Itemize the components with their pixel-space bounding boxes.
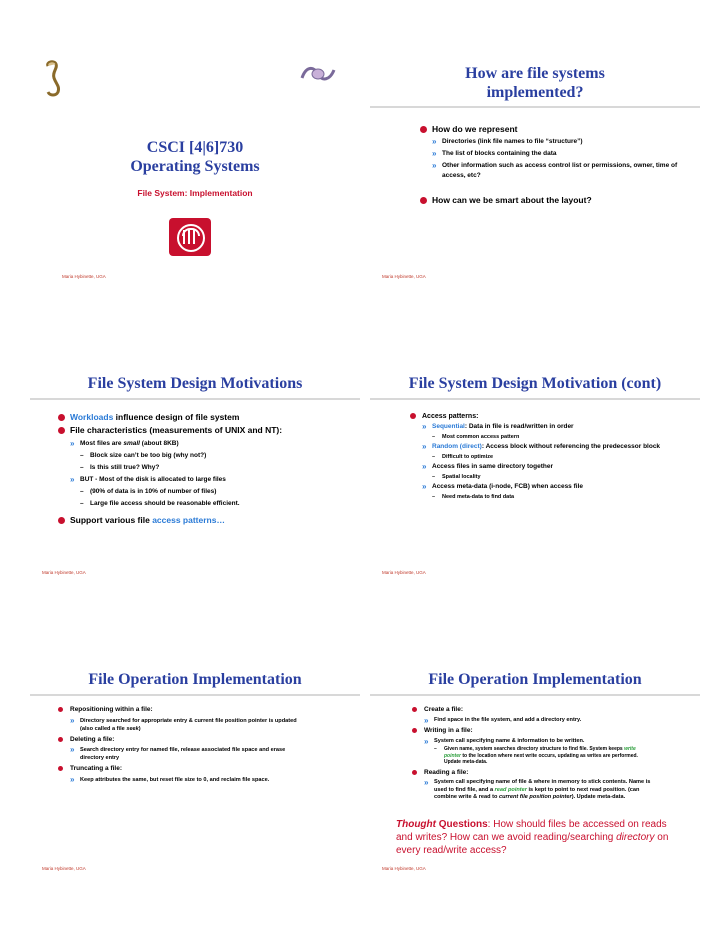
- bullet-text: Truncating a file:: [70, 765, 123, 772]
- title-divider: [370, 398, 700, 400]
- slide-3-title: File System Design Motivations: [87, 375, 303, 392]
- detail-text: Difficult to optimize: [442, 453, 494, 460]
- detail-item: – Need meta-data to find data: [432, 493, 515, 500]
- detail-item: – Large file access should be reasonable efficient.: [80, 500, 240, 507]
- slide-2-title: [370, 64, 700, 102]
- slide-footer: Maria Hybinette, UGA: [42, 570, 86, 575]
- sub-bullet: » Access files in same directory together: [422, 462, 554, 471]
- bullet-text: File characteristics (measurements of UNIX and NT):: [70, 425, 283, 435]
- emphasis-text: current file position pointer: [498, 794, 572, 800]
- sub-bullet-text: ). Update meta-data.: [571, 794, 626, 800]
- sub-bullet: » Search directory entry for named file, release associated file space and erase directory entry: [70, 745, 286, 761]
- detail-text: Is this still true? Why?: [90, 464, 160, 471]
- slide-footer: Maria Hybinette, UGA: [382, 274, 426, 279]
- slide-2: [370, 56, 700, 296]
- bullet-list: [420, 124, 680, 206]
- highlight-text: Workloads: [70, 412, 114, 422]
- bullet-item: [58, 706, 308, 715]
- bullet-item: [410, 412, 690, 421]
- sub-bullet-text: System call specifying name & information to be written.: [434, 737, 585, 744]
- sub-bullet-text: Keep attributes the same, but reset file size to 0, and reclaim file space.: [80, 776, 270, 783]
- bullet-item: [412, 727, 652, 736]
- slide-4: [370, 372, 700, 612]
- bullet-text: Access patterns:: [422, 413, 479, 420]
- bullet-text: Create a file:: [424, 706, 464, 713]
- bullet-item: [58, 736, 308, 745]
- slide-5-title: File Operation Implementation: [88, 671, 302, 688]
- bullet-item: [58, 412, 348, 423]
- sub-bullet: » Find space in the file system, and add a directory entry.: [424, 715, 582, 725]
- detail-text: Need meta-data to find data: [442, 493, 515, 500]
- bullet-item: [58, 425, 348, 436]
- sub-bullet-text: ): [138, 725, 141, 732]
- sub-bullet: » Random (direct): Access block without referencing the predecessor block: [422, 442, 661, 451]
- bullet-text: How do we represent: [432, 124, 518, 134]
- detail-item: – Given name, system searches directory structure to find file. System keeps write pointer to the location where next write occurs, updating as writes are performed. Update meta-data.: [434, 746, 638, 765]
- sub-bullet-text: System call specifying name of file & where in memory to stick contents. Name is used to find file, and a: [434, 779, 651, 793]
- bullet-text: How can we be smart about the layout?: [432, 195, 592, 205]
- title-divider: [30, 398, 360, 400]
- emphasis-text: small: [123, 440, 140, 447]
- detail-item: – Block size can’t be too big (why not?): [80, 452, 207, 459]
- bullet-item: [420, 124, 680, 135]
- sub-bullet: » Directories (link file names to file “structure”): [432, 137, 583, 146]
- sub-bullet: » Directory searched for appropriate entry & current file position pointer is updated (also called a file seek): [70, 715, 297, 732]
- sub-bullet-text: Directory searched for appropriate entry & current file position pointer is updated (also called a file: [80, 717, 297, 732]
- bullet-text: influence design of file system: [113, 412, 240, 422]
- sub-bullet-text: (about 8KB): [139, 440, 179, 447]
- thought-text: on every read/write access?: [396, 832, 669, 856]
- detail-text: Spatial locality: [442, 473, 481, 480]
- detail-item: – Most common access pattern: [432, 433, 520, 440]
- bullet-item: [58, 515, 348, 526]
- detail-text: Most common access pattern: [442, 433, 520, 440]
- sub-bullet: » The list of blocks containing the data: [432, 149, 557, 158]
- sub-bullet: » Most files are small (about 8KB): [70, 439, 179, 448]
- sub-bullet: » System call specifying name & information to be written.: [424, 736, 585, 746]
- scroll-icon: [44, 60, 62, 98]
- slide-1-title: [30, 138, 360, 176]
- bullet-text: Writing in a file:: [424, 727, 473, 734]
- bullet-text: Reading a file:: [424, 768, 469, 776]
- bullet-list: [58, 706, 308, 784]
- bullet-text: Support various file: [70, 515, 153, 525]
- uga-arch-logo: [169, 218, 211, 256]
- slide-1: [30, 56, 360, 296]
- sub-bullet-text: is kept to point to next read position. (can combine write & read to: [434, 786, 640, 800]
- sub-bullet-text: Directories (link file names to file “structure”): [442, 138, 583, 145]
- sub-bullet-text: : Access block without referencing the predecessor block: [481, 443, 661, 450]
- slide-footer: Maria Hybinette, UGA: [382, 866, 426, 871]
- sub-bullet-text: : Data in file is read/written in order: [464, 423, 574, 430]
- highlight-text: read pointer: [494, 786, 527, 793]
- detail-text: Given name, system searches directory structure to find file. System keeps: [444, 746, 625, 752]
- highlight-text: Sequential: [432, 423, 465, 430]
- thought-label: Thought: [396, 819, 436, 830]
- bullet-item: [420, 195, 680, 206]
- sub-bullet-text: Find space in the file system, and add a directory entry.: [434, 716, 582, 723]
- slide-5: [30, 668, 360, 908]
- slide-footer: Maria Hybinette, UGA: [42, 866, 86, 871]
- bullet-item: [412, 769, 652, 778]
- slide-footer: Maria Hybinette, UGA: [382, 570, 426, 575]
- detail-item: – (90% of data is in 10% of number of files): [80, 488, 217, 495]
- bullet-text: Deleting a file:: [70, 735, 115, 743]
- detail-text: to the location where next write occurs, updating as writes are performed. Update meta-data.: [444, 752, 638, 765]
- sub-bullet: » Other information such as access control list or permissions, owner, time of access, etc?: [432, 161, 678, 179]
- title-line: implemented?: [486, 84, 584, 101]
- detail-item: – Spatial locality: [432, 473, 481, 480]
- sub-bullet-text: Most files are: [80, 440, 124, 447]
- bullet-text: Repositioning within a file:: [70, 706, 153, 713]
- thought-text: : How should files be accessed on reads and writes? How can we avoid reading/searching: [396, 819, 667, 843]
- title-line: CSCI [4|6]730: [146, 139, 244, 156]
- sub-bullet: » BUT - Most of the disk is allocated to large files: [70, 475, 226, 484]
- emphasis-text: seek: [126, 725, 139, 732]
- sub-bullet-text: Search directory entry for named file, release associated file space and erase directory entry: [80, 747, 286, 761]
- detail-text: (90% of data is in 10% of number of files): [90, 488, 217, 495]
- sub-bullet-text: The list of blocks containing the data: [442, 150, 557, 157]
- highlight-text: Random (direct): [432, 443, 482, 450]
- highlight-text: write pointer: [444, 746, 636, 759]
- emphasis-text: directory: [616, 832, 655, 843]
- title-line: Operating Systems: [130, 158, 260, 175]
- sub-bullet: » System call specifying name of file & where in memory to stick contents. Name is used to find file, and a read pointer is kept to point to next read position. (can combine write & read to current file position pointer). Update meta-data.: [424, 778, 651, 800]
- sub-bullet-text: BUT - Most of the disk is allocated to large files: [80, 476, 226, 483]
- thought-label: Questions: [435, 819, 488, 830]
- title-divider: [30, 694, 360, 696]
- slide-6: [370, 668, 700, 908]
- slide-4-title: File System Design Motivation (cont): [408, 375, 662, 392]
- sub-bullet-text: Other information such as access control list or permissions, owner, time of access, etc?: [442, 162, 678, 179]
- bullet-item: [58, 765, 308, 774]
- title-divider: [370, 694, 700, 696]
- bullet-list: [410, 412, 690, 501]
- bullet-list: [58, 412, 348, 526]
- sub-bullet: » Access meta-data (i-node, FCB) when access file: [422, 482, 583, 491]
- sub-bullet-text: Access files in same directory together: [432, 463, 554, 470]
- title-divider: [370, 106, 700, 108]
- highlight-text: access patterns…: [152, 515, 225, 525]
- slide-3: [30, 372, 360, 612]
- bullet-item: [412, 706, 652, 715]
- bullet-list: [412, 706, 652, 802]
- sub-bullet: » Keep attributes the same, but reset file size to 0, and reclaim file space.: [70, 774, 270, 784]
- sub-bullet-text: Access meta-data (i-node, FCB) when access file: [432, 483, 583, 490]
- slide-1-subtitle: File System: Implementation: [137, 188, 253, 198]
- detail-item: – Is this still true? Why?: [80, 464, 160, 471]
- title-line: How are file systems: [465, 65, 605, 82]
- slide-footer: Maria Hybinette, UGA: [62, 274, 106, 279]
- thought-questions: [396, 818, 676, 857]
- slide-6-title: File Operation Implementation: [428, 671, 642, 688]
- scroll-icon: [300, 62, 336, 84]
- sub-bullet: » Sequential: Data in file is read/written in order: [422, 422, 574, 431]
- detail-text: Large file access should be reasonable efficient.: [90, 500, 240, 507]
- detail-item: – Difficult to optimize: [432, 453, 494, 460]
- detail-text: Block size can’t be too big (why not?): [90, 452, 207, 459]
